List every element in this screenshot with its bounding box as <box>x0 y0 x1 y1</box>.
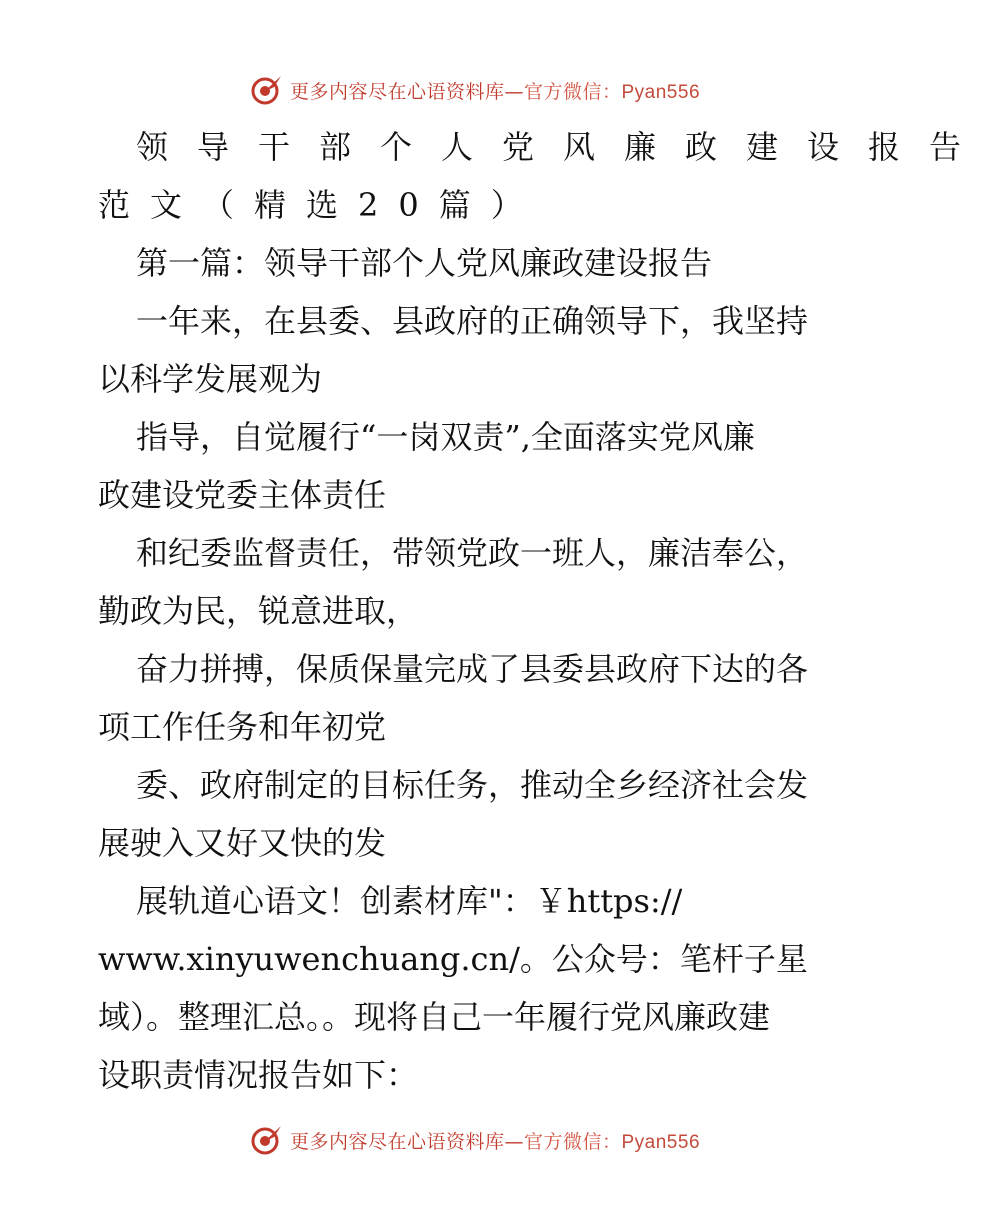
watermark-banner-bottom <box>0 1120 950 1160</box>
paragraph-lines <box>98 234 858 1104</box>
quill-circle-logo-icon <box>250 73 284 107</box>
document-line: 政建设党委主体责任 <box>98 476 387 514</box>
document-line: 展轨道心语文！创素材库"：￥https:// <box>136 882 683 920</box>
document-line: 委、政府制定的目标任务，推动全乡经济社会发 <box>136 766 809 804</box>
watermark-banner-top <box>0 70 950 110</box>
document-body <box>98 118 990 1104</box>
watermark-text: 更多内容尽在心语资料库—官方微信：Pyan556 <box>289 80 701 103</box>
watermark-inner <box>250 73 700 107</box>
document-line: 和纪委监督责任，带领党政一班人，廉洁奉公， <box>136 534 809 572</box>
document-line: 设职责情况报告如下： <box>98 1056 419 1094</box>
watermark-text: 更多内容尽在心语资料库—官方微信：Pyan556 <box>289 1130 701 1153</box>
document-title-line-1: 领导干部个人党风廉政建设报告 <box>136 128 990 166</box>
document-line: 指导，自觉履行“一岗双责”,全面落实党风廉 <box>136 418 755 456</box>
document-line: 项工作任务和年初党 <box>98 708 387 746</box>
document-line: 一年来，在县委、县政府的正确领导下，我坚持 <box>136 302 809 340</box>
document-line: 第一篇：领导干部个人党风廉政建设报告 <box>136 244 713 282</box>
quill-circle-logo-icon <box>250 1123 284 1157</box>
document-line: 展驶入又好又快的发 <box>98 824 387 862</box>
document-line: 奋力拼搏，保质保量完成了县委县政府下达的各 <box>136 650 809 688</box>
document-title-line-2: 范文（精选20篇） <box>98 186 543 224</box>
document-line: 域）。整理汇总。。现将自己一年履行党风廉政建 <box>98 998 771 1036</box>
watermark-inner <box>250 1123 700 1157</box>
document-line: 勤政为民，锐意进取， <box>98 592 419 630</box>
document-line: www.xinyuwenchuang.cn/。公众号：笔杆子星 <box>98 940 808 978</box>
document-line: 以科学发展观为 <box>98 360 323 398</box>
